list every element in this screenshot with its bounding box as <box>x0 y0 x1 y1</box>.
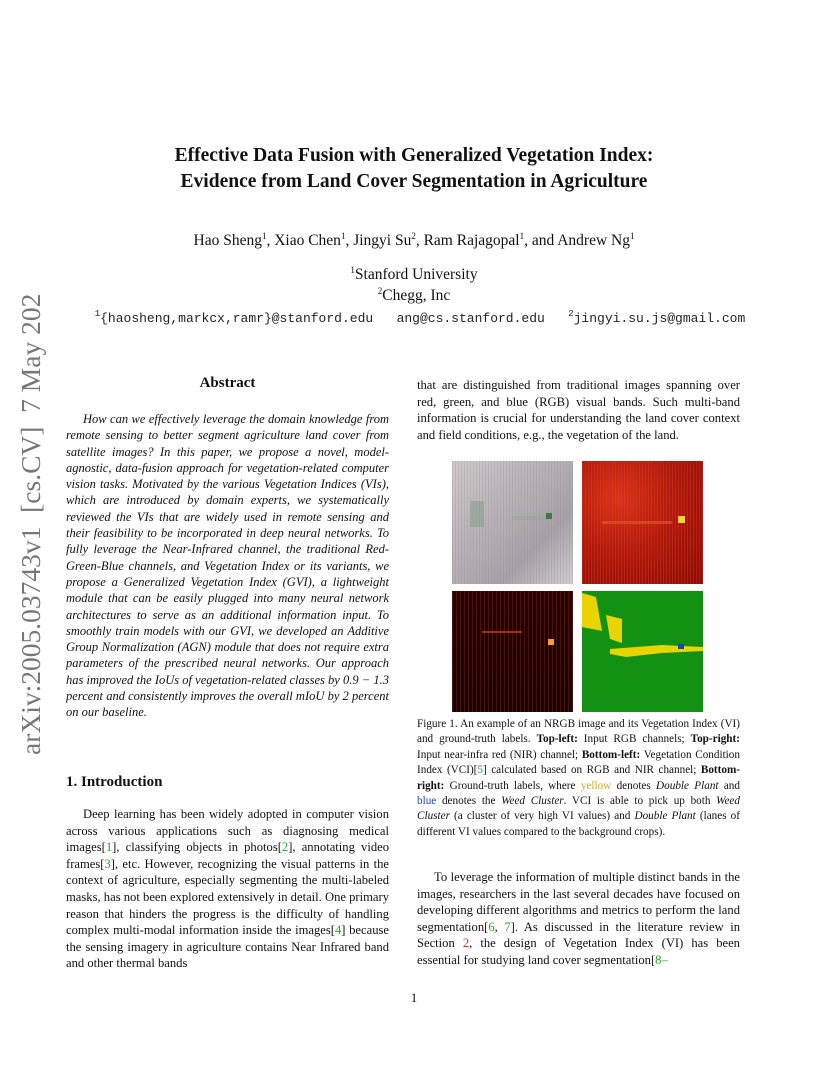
paper-title <box>80 143 748 195</box>
author-name: Jingyi Su <box>353 232 412 249</box>
figure-nir-image <box>582 461 703 584</box>
body-text: ], classifying objects in photos[ <box>112 840 282 855</box>
caption-italic: Weed Cluster <box>417 795 740 823</box>
caption-text: and <box>718 779 740 792</box>
caption-italic: Double Plant <box>634 810 696 823</box>
author-emails <box>70 311 770 326</box>
caption-text: denotes the <box>436 795 502 808</box>
affiliation-name: Stanford University <box>354 266 478 283</box>
title-line-2: Evidence from Land Cover Segmentation in Agriculture <box>180 171 648 192</box>
caption-bold: Top-left: <box>536 733 578 746</box>
caption-text: Vegetation Condition Index (VCI)[ <box>417 748 740 777</box>
body-text: ] because the sensing imagery in agriculture contains Near Infrared band and other thermal bands <box>66 923 389 971</box>
affiliation-mark: 2 <box>377 286 383 296</box>
body-paragraph: that are distinguished from traditional images spanning over red, green, and blue (RGB) visual bands. Such multi-band information is crucial for understanding the land cover context and field conditions, e.g., the vegetation of the land. <box>417 378 740 442</box>
author-affiliation-mark: 1 <box>340 231 346 241</box>
caption-italic: Weed Cluster <box>501 795 564 808</box>
author-name: Hao Sheng <box>193 232 262 249</box>
body-text: Deep learning has been widely adopted in computer vision across various applications such as diagnosing medical images[ <box>66 807 389 855</box>
caption-bold: Bottom-right: <box>417 764 741 792</box>
email-group: {haosheng,markcx,ramr}@stanford.edu <box>100 311 374 326</box>
email: jingyi.su.js@gmail.com <box>573 311 746 326</box>
author-affiliation-mark: 2 <box>411 231 416 241</box>
figure-rgb-image <box>452 461 573 584</box>
arxiv-identifier-text: arXiv:2005.03743v1 [cs.CV] 7 May 2020 <box>15 293 46 755</box>
caption-color-word-yellow: yellow <box>580 779 612 792</box>
citation-link[interactable]: 6 <box>488 919 495 934</box>
citation-link[interactable]: 1 <box>105 840 113 855</box>
author-affiliation-mark: 1 <box>629 231 635 241</box>
body-paragraph <box>417 869 740 969</box>
citation-link[interactable]: 8– <box>655 952 668 967</box>
section-link[interactable]: 2 <box>462 936 470 951</box>
body-text: ], etc. However, recognizing the visual patterns in the context of agriculture, especially segmenting the multi-labeled masks, has not been explored extensively in detail. One primary reason that hinders the progress is the difficulty of handling complex multi-modal information inside the images[ <box>66 856 389 938</box>
author-name: Ram Rajagopal <box>423 232 520 249</box>
affiliation-mark: 1 <box>350 265 355 275</box>
figure-caption <box>417 717 740 840</box>
arxiv-identifier <box>2 293 50 755</box>
figure-ground-truth-labels <box>582 591 703 712</box>
affiliation <box>80 285 748 306</box>
page-number: 1 <box>410 990 418 1005</box>
caption-italic: Double Plant <box>656 779 719 792</box>
title-line-1: Effective Data Fusion with Generalized Vegetation Index: <box>174 145 654 166</box>
caption-text: ] calculated based on RGB and NIR channel; <box>483 764 701 777</box>
caption-text: Figure 1. An example of an NRGB image and its Vegetation Index (VI) and ground-truth labels. <box>417 718 740 746</box>
figure-vci-image <box>452 591 573 712</box>
body-text: , the design of Vegetation Index (VI) has been essential for studying land cover segmentation[ <box>417 936 740 967</box>
email: ang@cs.stanford.edu <box>396 311 545 326</box>
author-name: Xiao Chen <box>274 232 341 249</box>
author-list: Hao Sheng$^1$, Xiao Chen$^1$, Jingyi Su$^2$, Ram Rajagopal$^1$, and Andrew Ng$^1$ <box>193 231 635 249</box>
caption-color-word-blue: blue <box>417 795 437 808</box>
affiliation <box>80 264 748 285</box>
email-affiliation-mark: 1 <box>94 309 101 319</box>
caption-text: denotes <box>611 779 657 792</box>
caption-text: Input RGB channels; <box>577 733 691 746</box>
author-affiliation-mark: 1 <box>261 231 267 241</box>
email-affiliation-mark: 2 <box>568 309 574 319</box>
body-text: , <box>494 919 505 934</box>
caption-text: Input near-infra red (NIR) channel; <box>417 748 582 761</box>
caption-text: (lanes of different VI values compared to the background crops). <box>417 810 740 838</box>
caption-text: Ground-truth labels, where <box>444 779 581 792</box>
body-text: To leverage the information of multiple distinct bands in the images, researchers in the last several decades have focused on developing different algorithms and metrics to perform the land segmentation[ <box>417 870 740 934</box>
citation-link[interactable]: 3 <box>104 856 111 871</box>
introduction-paragraph <box>66 806 389 972</box>
citation-link[interactable]: 4 <box>334 923 342 938</box>
citation-link[interactable]: 2 <box>281 840 289 855</box>
caption-bold: Bottom-left: <box>581 748 641 761</box>
affiliation-name: Chegg, Inc <box>382 287 451 304</box>
caption-text: (a cluster of very high VI values) and <box>449 810 635 823</box>
caption-bold: Top-right: <box>690 733 740 746</box>
caption-text: . VCI is able to pick up both <box>563 795 717 808</box>
citation-link[interactable]: 5 <box>477 764 483 777</box>
author-name: Andrew Ng <box>557 232 630 249</box>
section-heading-introduction: 1. Introduction <box>66 774 163 790</box>
abstract-heading: Abstract <box>199 375 256 391</box>
abstract-text: How can we effectively leverage the domain knowledge from remote sensing to better segment agriculture land cover from satellite images? In this paper, we propose a novel, model-agnostic, data-fusion approach for vegetation-related computer vision tasks. Motivated by the various Vegetation Indices (VIs), which are introduced by domain experts, we systematically reviewed the VIs that are widely used in remote sensing and their feasibility to be incorporated in deep neural networks. To fully leverage the Near-Infrared channel, the traditional Red-Green-Blue channels, and Vegetation Index or its variants, we propose a Generalized Vegetation Index (GVI), a lightweight module that can be easily plugged into many neural network architectures to serve as an additional information input. To smoothly train models with our GVI, we developed an Additive Group Normalization (AGN) module that does not require extra parameters of the prescribed neural networks. Our approach has improved the IoUs of vegetation-related classes by 0.9 − 1.3 percent and consistently improves the overall mIoU by 2 percent on our baseline. <box>66 412 389 720</box>
body-text: ], annotating video frames[ <box>66 840 389 871</box>
citation-link[interactable]: 7 <box>504 919 511 934</box>
body-text: ]. As discussed in the literature review in Section <box>417 919 740 951</box>
author-affiliation-mark: 1 <box>519 231 525 241</box>
affiliations <box>80 264 748 306</box>
